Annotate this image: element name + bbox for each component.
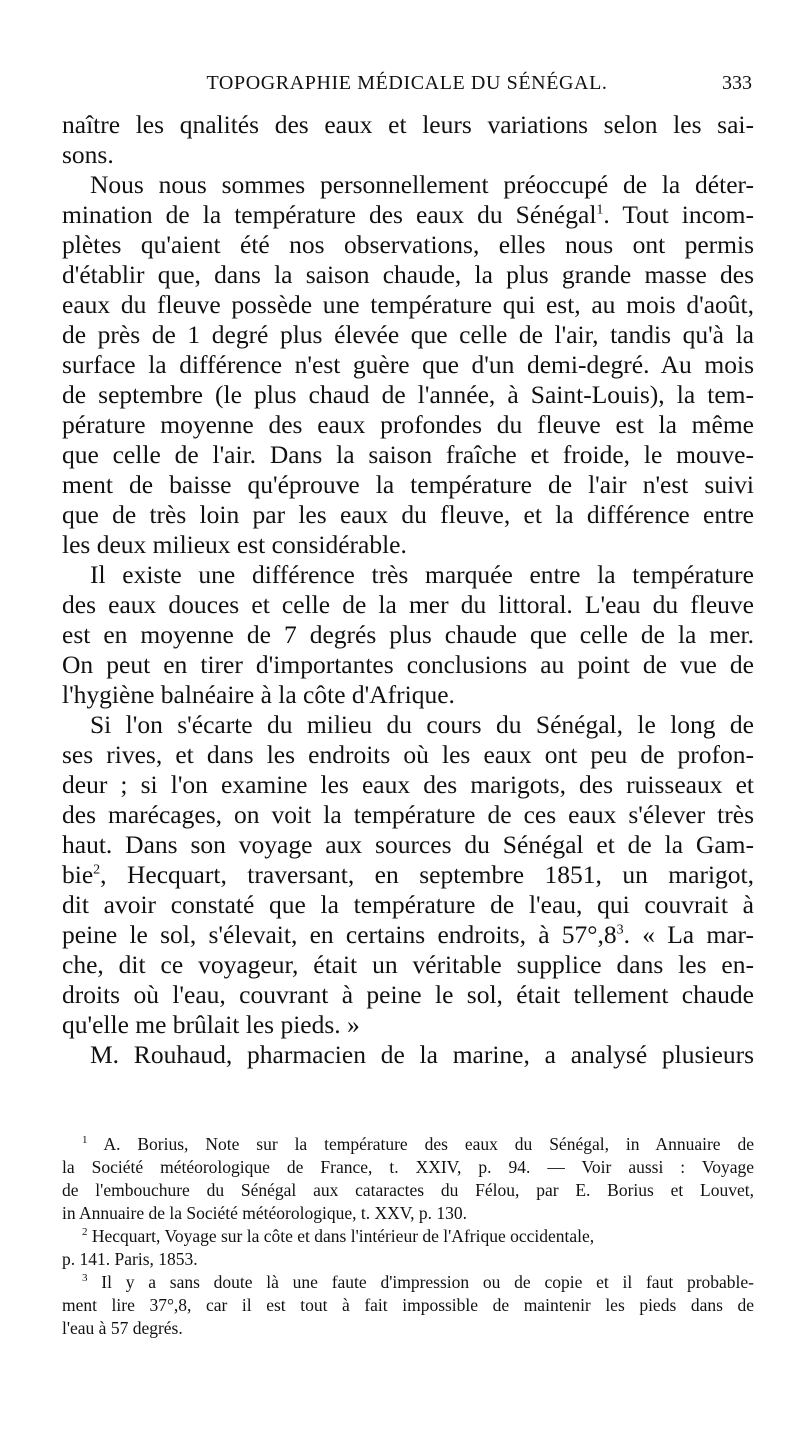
body-line-text: peine le sol, s'élevait, en certains endroits, à 57°,8 (62, 920, 617, 949)
footnote-ref-2: 2 (93, 862, 101, 878)
body-line: haut. Dans son voyage aux sources du Sénégal et de la Gam- (62, 830, 754, 859)
body-line: de près de 1 degré plus élevée que celle de l'air, tandis qu'à la (62, 320, 754, 349)
body-line: naître les qnalités des eaux et leurs variations selon les sai- (62, 110, 754, 139)
footnote-line (62, 1271, 754, 1294)
body-line: On peut en tirer d'importantes conclusions au point de vue de (62, 650, 754, 679)
body-line: sons. (62, 140, 114, 169)
body-line: droits où l'eau, couvrant à peine le sol, était tellement chaude (62, 980, 754, 1009)
body-line: che, dit ce voyageur, était un véritable supplice dans les en- (62, 950, 754, 979)
footnote-line: la Société météorologique de France, t. XXIV, p. 94. — Voir aussi : Voyage (62, 1157, 754, 1177)
body-line: de septembre (le plus chaud de l'année, à Saint-Louis), la tem- (62, 380, 754, 409)
body-line-text: , Hecquart, traversant, en septembre 1851, un marigot, (100, 860, 754, 889)
body-line (62, 860, 754, 890)
body-line: plètes qu'aient été nos observations, elles nous ont permis (62, 230, 754, 259)
footnote-text: Hecquart, Voyage sur la côte et dans l'intérieur de l'Afrique occidentale, (91, 1226, 595, 1246)
footnote-line: p. 141. Paris, 1853. (62, 1249, 198, 1269)
body-line: que celle de l'air. Dans la saison fraîche et froide, le mouve- (62, 440, 754, 469)
body-line: Nous nous sommes personnellement préoccupé de la déter- (90, 170, 754, 199)
footnote-line: in Annuaire de la Société météorologique, t. XXV, p. 130. (62, 1203, 468, 1223)
footnote-ref-1: 1 (596, 202, 604, 218)
body-line: des eaux douces et celle de la mer du littoral. L'eau du fleuve (62, 590, 754, 619)
footnote-mark-1: 1 (82, 1134, 88, 1147)
body-line: Si l'on s'écarte du milieu du cours du Sénégal, le long de (90, 710, 754, 739)
body-line: est en moyenne de 7 degrés plus chaude que celle de la mer. (62, 620, 754, 649)
body-line-text: bie (62, 860, 94, 889)
body-line: ment de baisse qu'éprouve la température de l'air n'est suivi (62, 470, 754, 499)
footnote-text: A. Borius, Note sur la température des eaux du Sénégal, in Annuaire de (103, 1134, 754, 1154)
body-line: des marécages, on voit la température de ces eaux s'élever très (62, 800, 754, 829)
footnote-line: ment lire 37°,8, car il est tout à fait impossible de maintenir les pieds dans de (62, 1295, 754, 1315)
body-line: M. Rouhaud, pharmacien de la marine, a analysé plusieurs (90, 1040, 754, 1069)
body-line: d'établir que, dans la saison chaude, la plus grande masse des (62, 260, 754, 289)
body-line-text: . « La mar- (623, 920, 754, 949)
body-line: que de très loin par les eaux du fleuve, et la différence entre (62, 500, 754, 529)
body-line: dit avoir constaté que la température de l'eau, qui couvrait à (62, 890, 754, 919)
body-line: deur ; si l'on examine les eaux des marigots, des ruisseaux et (62, 770, 754, 799)
footnote-line: de l'embouchure du Sénégal aux cataractes du Félou, par E. Borius et Louvet, (62, 1180, 754, 1200)
page-number: 333 (722, 72, 752, 94)
footnote-ref-3: 3 (616, 922, 624, 938)
footnote-line: l'eau à 57 degrés. (62, 1318, 183, 1338)
footnote-line (62, 1225, 754, 1248)
footnote-text: Il y a sans doute là une faute d'impression ou de copie et il faut probable- (101, 1272, 754, 1292)
body-line (62, 200, 754, 230)
body-line: pérature moyenne des eaux profondes du fleuve est la même (62, 410, 754, 439)
body-line (62, 920, 754, 950)
body-text (62, 110, 754, 1070)
body-line: l'hygiène balnéaire à la côte d'Afrique. (62, 680, 455, 709)
body-line: surface la différence n'est guère que d'un demi-degré. Au mois (62, 350, 754, 379)
body-line-text: mination de la température des eaux du Sénégal (62, 200, 597, 229)
body-line: Il existe une différence très marquée entre la température (90, 560, 754, 589)
footnote-mark-2: 2 (82, 1226, 88, 1239)
footnote-line (62, 1133, 754, 1156)
body-line: eaux du fleuve possède une température qui est, au mois d'août, (62, 290, 754, 319)
footnote-mark-3: 3 (82, 1272, 88, 1285)
running-head (62, 72, 752, 102)
running-title: TOPOGRAPHIE MÉDICALE DU SÉNÉGAL. (206, 72, 608, 94)
footnotes (62, 1133, 754, 1340)
body-line-text: . Tout incom- (603, 200, 754, 229)
body-line: qu'elle me brûlait les pieds. » (62, 1010, 360, 1039)
body-line: les deux milieux est considérable. (62, 530, 407, 559)
body-line: ses rives, et dans les endroits où les eaux ont peu de profon- (62, 740, 754, 769)
